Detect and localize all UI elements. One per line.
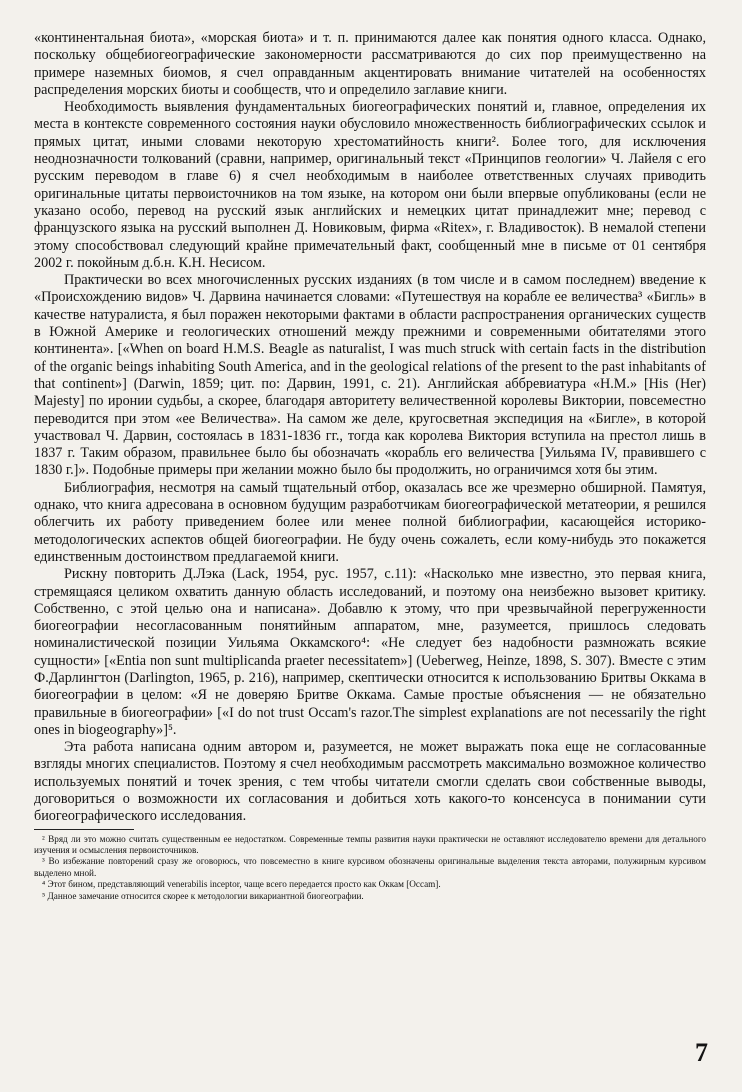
footnote: ⁵ Данное замечание относится скорее к методологии викариантной биогеографии. (42, 890, 364, 901)
footnote: ² Вряд ли это можно считать существенным ее недостатком. Современные темпы развития науки практически не оставляют исследователю времени для детального изучения и осмысления первоисточников. (34, 833, 706, 856)
paragraph: Практически во всех многочисленных русских изданиях (в том числе и в самом последнем) введение к «Происхождению видов» Ч. Дарвина начинается словами: «Путешествуя на корабле ее величества³ «Бигль» в качестве натуралиста, я был поражен некоторыми фактами в области распространения органических существ в Южной Америке и геологических отношений между прежними и современными обитателями этого континента». [«When on board H.M.S. Beagle as naturalist, I was much struck with certain facts in the distribution of the organic beings inhabiting South America, and in the geological relations of the present to the past inhabitants of that continent»] (Darwin, 1859; цит. по: Дарвин, 1991, с. 21). Английская аббревиатура «H.M.» [His (Her) Majesty] по иронии судьбы, а скорее, благодаря авторитету величественной королевы Виктории, повсеместно переводится при этом «ее Величества». На самом же деле, кругосветная экспедиция на «Бигле», в которой участвовал Ч. Дарвин, состоялась в 1831-1836 гг., тогда как королева Виктория вступила на престол лишь в 1837 г. Таким образом, правильнее было бы обозначать «корабль его величества [Уильяма IV, правившего с 1830 г.]». Подобные примеры при желании можно было бы продолжить, но ограничимся хотя бы этим. (34, 272, 706, 479)
paragraph: «континентальная биота», «морская биота» и т. п. принимаются далее как понятия одного класса. Однако, поскольку общебиогеографические закономерности рассматриваются до сих пор преимущественно на примере наземных биомов, я счел оправданным акцентировать внимание читателей на особенностях распределения морских биоты и сообществ, что и определило заглавие книги. (34, 30, 706, 98)
footnote: ³ Во избежание повторений сразу же оговорюсь, что повсеместно в книге курсивом обозначены оригинальные выделения текста авторами, полужирным курсивом выделено мной. (34, 856, 706, 878)
footnote: ⁴ Этот бином, представляющий venerabilis inceptor, чаще всего передается просто как Оккам [Occam]. (42, 879, 441, 890)
main-text (34, 30, 706, 826)
page-number: 7 (695, 1038, 708, 1067)
paragraph: Необходимость выявления фундаментальных биогеографических понятий и, главное, определения их места в контексте современного состояния науки обусловило множественность библиографических ссылок и прямых цитат, иными словами некоторую хрестоматийность книги². Более того, для исключения неоднозначности толкований (сравни, например, оригинальный текст «Принципов геологии» Ч. Лайеля с его русским переводом в главе 6) я счел необходимым в наиболее ответственных случаях приводить оригинальные цитаты первоисточников на том языке, на котором они были впервые опубликованы (если не указано особо, перевод на русский язык английских и немецких цитат принадлежит мне; перевод с французского языка на русский выполнен Д. Новиковым, фирма «Ritex», г. Владивосток). В немалой степени этому способствовал следующий крайне примечательный факт, сообщенный мне в письме от 01 сентября 2002 г. покойным д.б.н. К.Н. Несисом. (34, 99, 706, 271)
footnote-divider (34, 829, 134, 830)
paragraph: Библиография, несмотря на самый тщательный отбор, оказалась все же чрезмерно обширной. Памятуя, однако, что книга адресована в основном будущим разработчикам биогеографической метатеории, я решился облегчить их работу приведением более или менее полной библиографии, касающейся историко-методологических аспектов общей биогеографии. Не буду очень сожалеть, если кому-нибудь это покажется единственным достоинством предлагаемой книги. (34, 479, 706, 565)
footnotes (34, 834, 706, 902)
paragraph: Эта работа написана одним автором и, разумеется, не может выражать пока еще не согласованные взгляды многих специалистов. Поэтому я счел необходимым рассмотреть максимально возможное количество используемых понятий и точек зрения, с тем чтобы читатели смогли сделать свои собственные выводы, договориться о возможности их согласования и добиться хоть какого-то консенсуса в понимании сути биогеографического исследования. (34, 739, 706, 825)
paragraph: Рискну повторить Д.Лэка (Lack, 1954, рус. 1957, с.11): «Насколько мне известно, это первая книга, стремящаяся целиком охватить данную область исследований, и поэтому она неизбежно вызовет критику. Собственно, с этой целью она и написана». Добавлю к этому, что при чрезвычайной перегруженности биогеографии несогласованным понятийным аппаратом, мне, разумеется, пришлось следовать номиналистической позиции Уильяма Оккамского⁴: «Не следует без надобности размножать всякие сущности» [«Entia non sunt multiplicanda praeter necessitatem»] (Ueberweg, Heinze, 1898, S. 307). Вместе с этим Ф.Дарлингтон (Darlington, 1965, p. 216), например, скептически относится к использованию Бритвы Оккама в биогеографии в целом: «Я не доверяю Бритве Оккама. Самые простые объяснения — не обязательно правильные в биогеографии» [«I do not trust Occam's razor.The simplest explanations are not necessarily the right ones in biogeography»]⁵. (34, 566, 706, 738)
